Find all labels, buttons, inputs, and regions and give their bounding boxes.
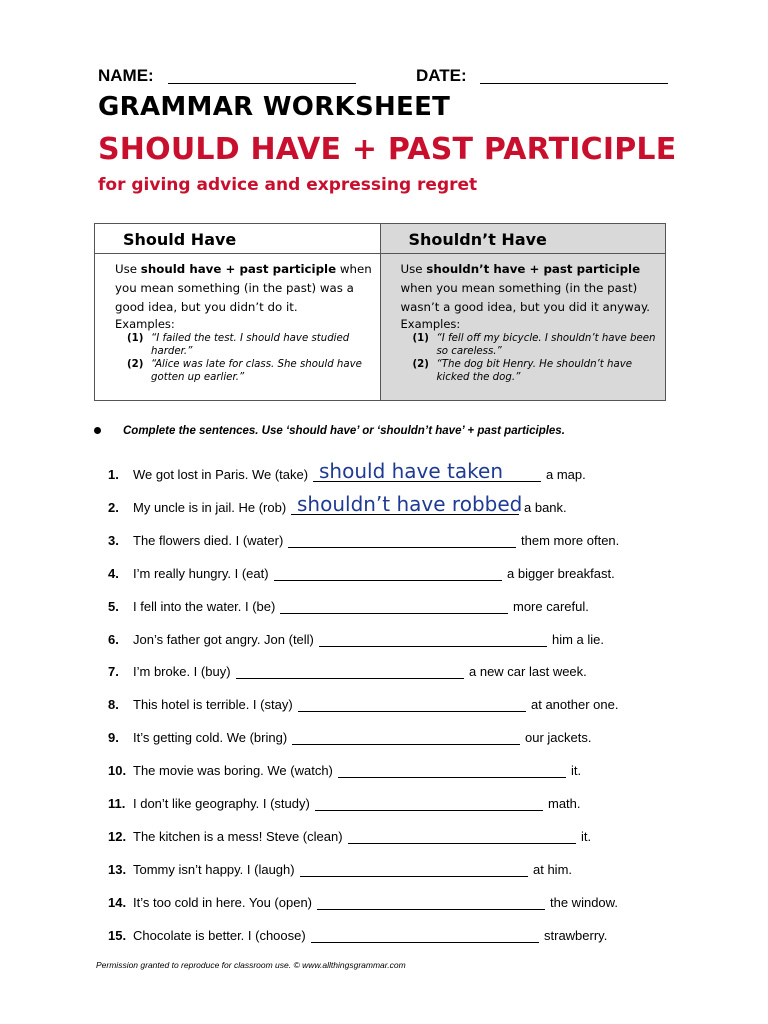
exercise-item bbox=[108, 692, 708, 716]
exercise-number: 7. bbox=[108, 664, 119, 680]
answer-blank[interactable] bbox=[311, 942, 539, 943]
exercise-item bbox=[108, 528, 708, 552]
exercise-stem: Tommy isn’t happy. I (laugh) bbox=[133, 861, 295, 877]
exercise-ending: him a lie. bbox=[552, 631, 605, 647]
exercise-stem: I don’t like geography. I (study) bbox=[133, 796, 310, 811]
exercise-stem: Jon’s father got angry. Jon (tell) bbox=[133, 631, 314, 647]
exercise-number: 4. bbox=[108, 565, 119, 581]
exercise-item bbox=[108, 725, 708, 749]
exercise-ending: them more often. bbox=[521, 532, 620, 548]
answer-blank[interactable] bbox=[319, 646, 547, 647]
answer-blank[interactable] bbox=[292, 744, 520, 745]
examples-label: Examples: bbox=[400, 317, 461, 331]
shouldnt-have-column bbox=[380, 224, 666, 400]
answer-blank[interactable] bbox=[317, 909, 545, 910]
exercise-item bbox=[108, 659, 708, 683]
date-label: DATE: bbox=[416, 66, 467, 85]
example-item: (2) “Alice was late for class. She should have gotten up earlier.” bbox=[127, 359, 362, 383]
exercise-item bbox=[108, 791, 708, 815]
exercise-stem: It’s too cold in here. You (open) bbox=[133, 894, 312, 910]
date-field[interactable] bbox=[480, 83, 668, 84]
exercise-stem: My uncle is in jail. He (rob) bbox=[133, 499, 287, 515]
exercise-item bbox=[108, 857, 708, 881]
answer-blank[interactable] bbox=[288, 547, 516, 548]
exercise-stem: The flowers died. I (water) bbox=[133, 532, 284, 548]
exercise-item bbox=[108, 491, 708, 519]
exercise-stem: I fell into the water. I (be) bbox=[133, 598, 276, 614]
exercise-ending: a new car last week. bbox=[469, 664, 587, 680]
answer-blank[interactable] bbox=[315, 810, 543, 811]
header-row bbox=[98, 64, 678, 90]
exercise-ending: at another one. bbox=[531, 697, 619, 713]
exercise-ending: a map. bbox=[546, 467, 586, 482]
exercise-ending: a bank. bbox=[524, 499, 567, 515]
shouldnt-have-description: Use shouldn’t have + past participle when you mean something (in the past) wasn’t a good idea, but you did it anyway. bbox=[400, 262, 651, 314]
answer-blank[interactable] bbox=[300, 876, 528, 877]
exercise-ending: a bigger breakfast. bbox=[507, 565, 615, 581]
exercise-number: 6. bbox=[108, 631, 119, 647]
answer-blank[interactable] bbox=[280, 613, 508, 614]
answer-blank[interactable] bbox=[298, 711, 526, 712]
exercise-ending: strawberry. bbox=[544, 927, 608, 943]
exercise-stem: I’m really hungry. I (eat) bbox=[133, 565, 269, 581]
exercise-stem: The kitchen is a mess! Steve (clean) bbox=[133, 828, 343, 844]
exercise-ending: the window. bbox=[550, 894, 618, 910]
exercise-number: 10. bbox=[108, 763, 127, 779]
handwritten-answer: shouldn’t have robbed bbox=[297, 491, 523, 516]
answer-blank[interactable] bbox=[236, 678, 464, 679]
exercise-number: 9. bbox=[108, 730, 119, 746]
example-item: (1) “I fell off my bicycle. I shouldn’t have been so careless.” bbox=[412, 333, 656, 357]
exercise-stem: Chocolate is better. I (choose) bbox=[133, 927, 306, 943]
exercise-item bbox=[108, 923, 708, 947]
examples-label: Examples: bbox=[115, 317, 175, 331]
exercise-number: 3. bbox=[108, 532, 119, 548]
exercise-stem: We got lost in Paris. We (take) bbox=[133, 467, 309, 482]
exercise-number: 13. bbox=[108, 861, 127, 877]
exercise-ending: math. bbox=[548, 796, 581, 811]
exercise-stem: I’m broke. I (buy) bbox=[133, 664, 231, 680]
example-item: (2) “The dog bit Henry. He shouldn’t have kicked the dog.” bbox=[412, 359, 633, 383]
exercise-item bbox=[108, 594, 708, 618]
exercise-ending: it. bbox=[581, 828, 592, 844]
exercise-item bbox=[108, 758, 708, 782]
exercise-ending: it. bbox=[571, 763, 582, 779]
exercise-number: 5. bbox=[108, 598, 119, 614]
shouldnt-have-heading: Shouldn’t Have bbox=[381, 224, 666, 254]
exercise-item bbox=[108, 459, 708, 486]
exercise-item bbox=[108, 561, 708, 585]
exercise-item bbox=[108, 890, 708, 914]
exercise-item bbox=[108, 627, 708, 651]
handwritten-answer: should have taken bbox=[319, 459, 503, 483]
exercise-ending: at him. bbox=[533, 861, 573, 877]
name-label: NAME: bbox=[98, 66, 154, 85]
grammar-rule-table bbox=[94, 223, 666, 401]
exercise-item bbox=[108, 824, 708, 848]
answer-blank[interactable] bbox=[338, 777, 566, 778]
bullet-icon bbox=[94, 427, 101, 434]
instruction-text: Complete the sentences. Use ‘should have’ or ‘shouldn’t have’ + past participles. bbox=[94, 425, 565, 437]
exercise-number: 12. bbox=[108, 828, 127, 844]
footer-credit: Permission granted to reproduce for classroom use. © www.allthingsgrammar.com bbox=[96, 960, 406, 970]
answer-blank[interactable] bbox=[274, 580, 502, 581]
name-field[interactable] bbox=[168, 83, 356, 84]
worksheet-title: GRAMMAR WORKSHEET bbox=[98, 92, 451, 122]
exercise-number: 2. bbox=[108, 499, 119, 515]
example-item: (1) “I failed the test. I should have studied harder.” bbox=[127, 333, 350, 357]
exercise-stem: The movie was boring. We (watch) bbox=[133, 763, 333, 779]
exercise-number: 15. bbox=[108, 927, 127, 943]
exercise-ending: our jackets. bbox=[525, 730, 592, 746]
exercise-ending: more careful. bbox=[513, 598, 589, 614]
worksheet-tagline: for giving advice and expressing regret bbox=[98, 175, 478, 195]
exercise-number: 14. bbox=[108, 894, 127, 910]
should-have-description: Use should have + past participle when you mean something (in the past) was a good idea, but you didn’t do it. bbox=[115, 262, 372, 314]
exercise-stem: This hotel is terrible. I (stay) bbox=[133, 697, 293, 713]
exercise-number: 8. bbox=[108, 697, 119, 713]
should-have-column bbox=[95, 224, 380, 400]
exercise-number: 1. bbox=[108, 467, 119, 482]
exercise-stem: It’s getting cold. We (bring) bbox=[133, 730, 288, 746]
answer-blank[interactable] bbox=[348, 843, 576, 844]
exercise-number: 11. bbox=[108, 796, 126, 811]
should-have-heading: Should Have bbox=[95, 224, 380, 254]
worksheet-subtitle: SHOULD HAVE + PAST PARTICIPLE bbox=[98, 132, 677, 167]
